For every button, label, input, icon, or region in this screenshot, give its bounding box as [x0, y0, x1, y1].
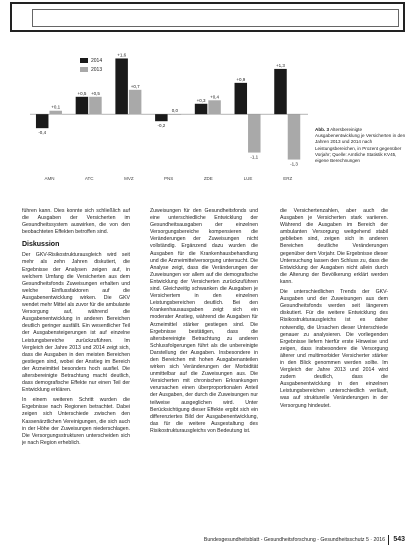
- text-column-1: [22, 208, 130, 520]
- data-label: +0,1: [51, 104, 61, 110]
- paragraph: Die unterschiedlichen Trends der GKV-Ausgaben und der Zuweisungen aus dem Gesundheitsfonds werden seit längerem diskutiert. Für die weitere Entwicklung des Risikostrukturausgleichs ist es daher notwendig, die Ursachen dieser Unterschiede genauer zu analysieren. Die vorliegenden Ergebnisse liefern hierfür erste Hinweise und zeigen, dass insbesondere die Versorgung älterer und multimorbider Versicherter stärker in den Blick genommen werden sollte. Im Vergleich der Jahre 2013 und 2014 wird zudem deutlich, dass die Ausgabenentwicklung in den einzelnen Leistungsbereichen unterschiedlich verläuft, was auf strukturelle Veränderungen in der Versorgung hindeutet.: [280, 289, 388, 409]
- bar-2014-ZDE: [195, 104, 208, 114]
- footer-divider: [388, 535, 389, 545]
- data-label: +0,5: [77, 90, 87, 96]
- bar-2013-ZDE: [208, 100, 221, 114]
- caption-text: Altersbereinigte Ausgabenentwicklung je Versicherten in den Jahren 2013 und 2014 nach Leistungsbereichen, in Prozent gegenüber Vorjahr; Quelle: Amtliche Statistik KV45, eigene Berechnungen: [315, 127, 406, 164]
- caption-label: Abb. 3: [315, 127, 330, 132]
- bar-2013-AMN: [49, 111, 62, 114]
- section-heading: Diskussion: [22, 241, 60, 249]
- data-label: +0,3: [196, 97, 206, 103]
- paragraph: In einem weiteren Schritt wurden die Ergebnisse nach Regionen betrachtet. Dabei zeigen sich Unterschiede zwischen den Kassenärztlichen Vereinigungen, die sich auch in der Höhe der Zuweisungen niederschlagen. Die Versorgungsstrukturen unterscheiden sich je nach Region erheblich.: [22, 397, 130, 446]
- bar-2014-AMN: [36, 114, 49, 128]
- header-inner-frame: [32, 9, 399, 27]
- paragraph: Der GKV-Risikostrukturausgleich wird seit mehr als zehn Jahren diskutiert, die Ergebnisse der Analysen zeigen auf, in welchem Umfang die Versicherten aus dem Gesundheitsfonds Zuweisungen erhalten und welche Einflussfaktoren auf die Ausgabenentwicklung wirken. Die GKV wendet mehr Mittel als zuvor für die ambulante Versorgung auf, während die Ausgabenentwicklung in anderen Bereichen deutlich geringer ausfällt. Ein wesentlicher Teil der Ausgabensteigerungen ist auf einzelne Leistungsbereiche zurückzuführen. Im Vergleich der Jahre 2013 und 2014 zeigt sich, dass die Ausgaben in den meisten Bereichen gestiegen sind, wobei der Anstieg im Bereich der Arzneimittel besonders hoch ausfiel. Die altersbereinigte Betrachtung macht deutlich, dass demografische Effekte nur einen Teil der Entwicklung erklären.: [22, 252, 130, 394]
- bar-2014-LUE: [235, 83, 248, 114]
- data-label: -1,1: [250, 154, 259, 160]
- bar-2013-MVZ: [129, 90, 142, 114]
- data-label: +0,9: [236, 76, 246, 82]
- x-tick-label: LUE: [243, 176, 253, 181]
- data-label: -0,2: [157, 123, 166, 129]
- bar-2013-PNS: [169, 114, 182, 115]
- data-label: -1,3: [290, 161, 298, 167]
- x-tick-label: AMN: [44, 176, 55, 181]
- data-label: +1,6: [117, 52, 127, 58]
- legend-label: 2014: [91, 58, 103, 64]
- legend-swatch: [80, 58, 88, 63]
- bar-2014-PNS: [155, 114, 168, 121]
- data-label: 0,0: [171, 108, 178, 114]
- x-tick-label: PNS: [163, 176, 174, 181]
- paragraph: Zuweisungen für den Gesundheitsfonds und eine unterschiedliche Entwicklung der Gesundheitsausgaben der einzelnen Versorgungsbereiche kompensieren die Veränderungen der Zuweisungen nicht vollständig. Ergänzend dazu wurden die Ausgaben für die Krankenhausbehandlung und die Arzneimittelversorgung untersucht. Die Analyse zeigt, dass die Veränderungen der Zuweisungen vor allem auf die demografische Entwicklung der Versicherten zurückzuführen sind. Gleichzeitig schwanken die Ausgaben je Versichertem in den einzelnen Leistungsbereichen deutlich. Bei den Krankenhausausgaben zeigt sich ein moderater Anstieg, während die Ausgaben für Arzneimittel stärker gestiegen sind. Die Ergebnisse bestätigen, dass die altersbereinigte Betrachtung zu anderen Schlussfolgerungen führt als die unbereinigte Darstellung der Ausgaben. Insbesondere in den Bereichen mit hohen Ausgabenanteilen wirken sich Veränderungen der Morbidität unmittelbar auf die Zuweisungen aus. Die Versicherten mit chronischen Erkrankungen verursachen einen überproportionalen Anteil der Ausgaben, der durch die Zuweisungen nur teilweise ausgeglichen wird. Unter Berücksichtigung dieser Effekte ergibt sich ein differenziertes Bild der Ausgabenentwicklung, das für die weitere Ausgestaltung des Risikostrukturausgleichs von Bedeutung ist.: [150, 208, 258, 434]
- paragraph: führen kann. Dies konnte sich schließlich auf die Ausgaben der Versicherten im Gesundheitssystem auswirken, die von den beobachteten Effekten betroffen sind.: [22, 208, 130, 236]
- header-box: [10, 2, 405, 32]
- data-label: +0,5: [90, 90, 100, 96]
- page-footer: [150, 534, 405, 546]
- legend-label: 2013: [91, 67, 103, 73]
- data-label: +0,4: [210, 94, 220, 100]
- data-label: -0,4: [38, 130, 47, 136]
- journal-citation: Bundesgesundheitsblatt - Gesundheitsforschung - Gesundheitsschutz 5 · 2016: [203, 537, 385, 543]
- bar-chart: [22, 40, 312, 190]
- x-tick-label: ATC: [84, 176, 94, 181]
- x-tick-label: MVZ: [124, 176, 134, 181]
- data-label: +1,3: [276, 62, 285, 68]
- text-column-3: [280, 208, 388, 520]
- figure-caption: [315, 127, 407, 164]
- bar-2013-LUE: [248, 114, 261, 152]
- paragraph: die Versichertenzahlen, aber auch die Ausgaben je Versicherten stark variieren. Während die Ausgaben im Bereich der ambulanten Versorgung weitgehend stabil geblieben sind, zeigen sich in anderen Bereichen deutliche Veränderungen gegenüber dem Vorjahr. Die Ergebnisse dieser Untersuchung lassen den Schluss zu, dass die Entwicklung der Ausgaben nicht allein durch die Alterung der Bevölkerung erklärt werden kann.: [280, 208, 388, 285]
- bar-2013-ERZ: [288, 114, 301, 159]
- x-tick-label: ERZ: [283, 176, 293, 181]
- bar-2014-ERZ: [274, 69, 287, 114]
- legend-swatch: [80, 67, 88, 72]
- data-label: +0,7: [130, 83, 140, 89]
- text-column-2: [150, 208, 258, 520]
- x-tick-label: ZDE: [203, 176, 213, 181]
- bar-2014-MVZ: [115, 58, 128, 114]
- bar-2013-ATC: [89, 97, 102, 114]
- bar-2014-ATC: [76, 97, 89, 114]
- page-number: 543: [393, 536, 405, 543]
